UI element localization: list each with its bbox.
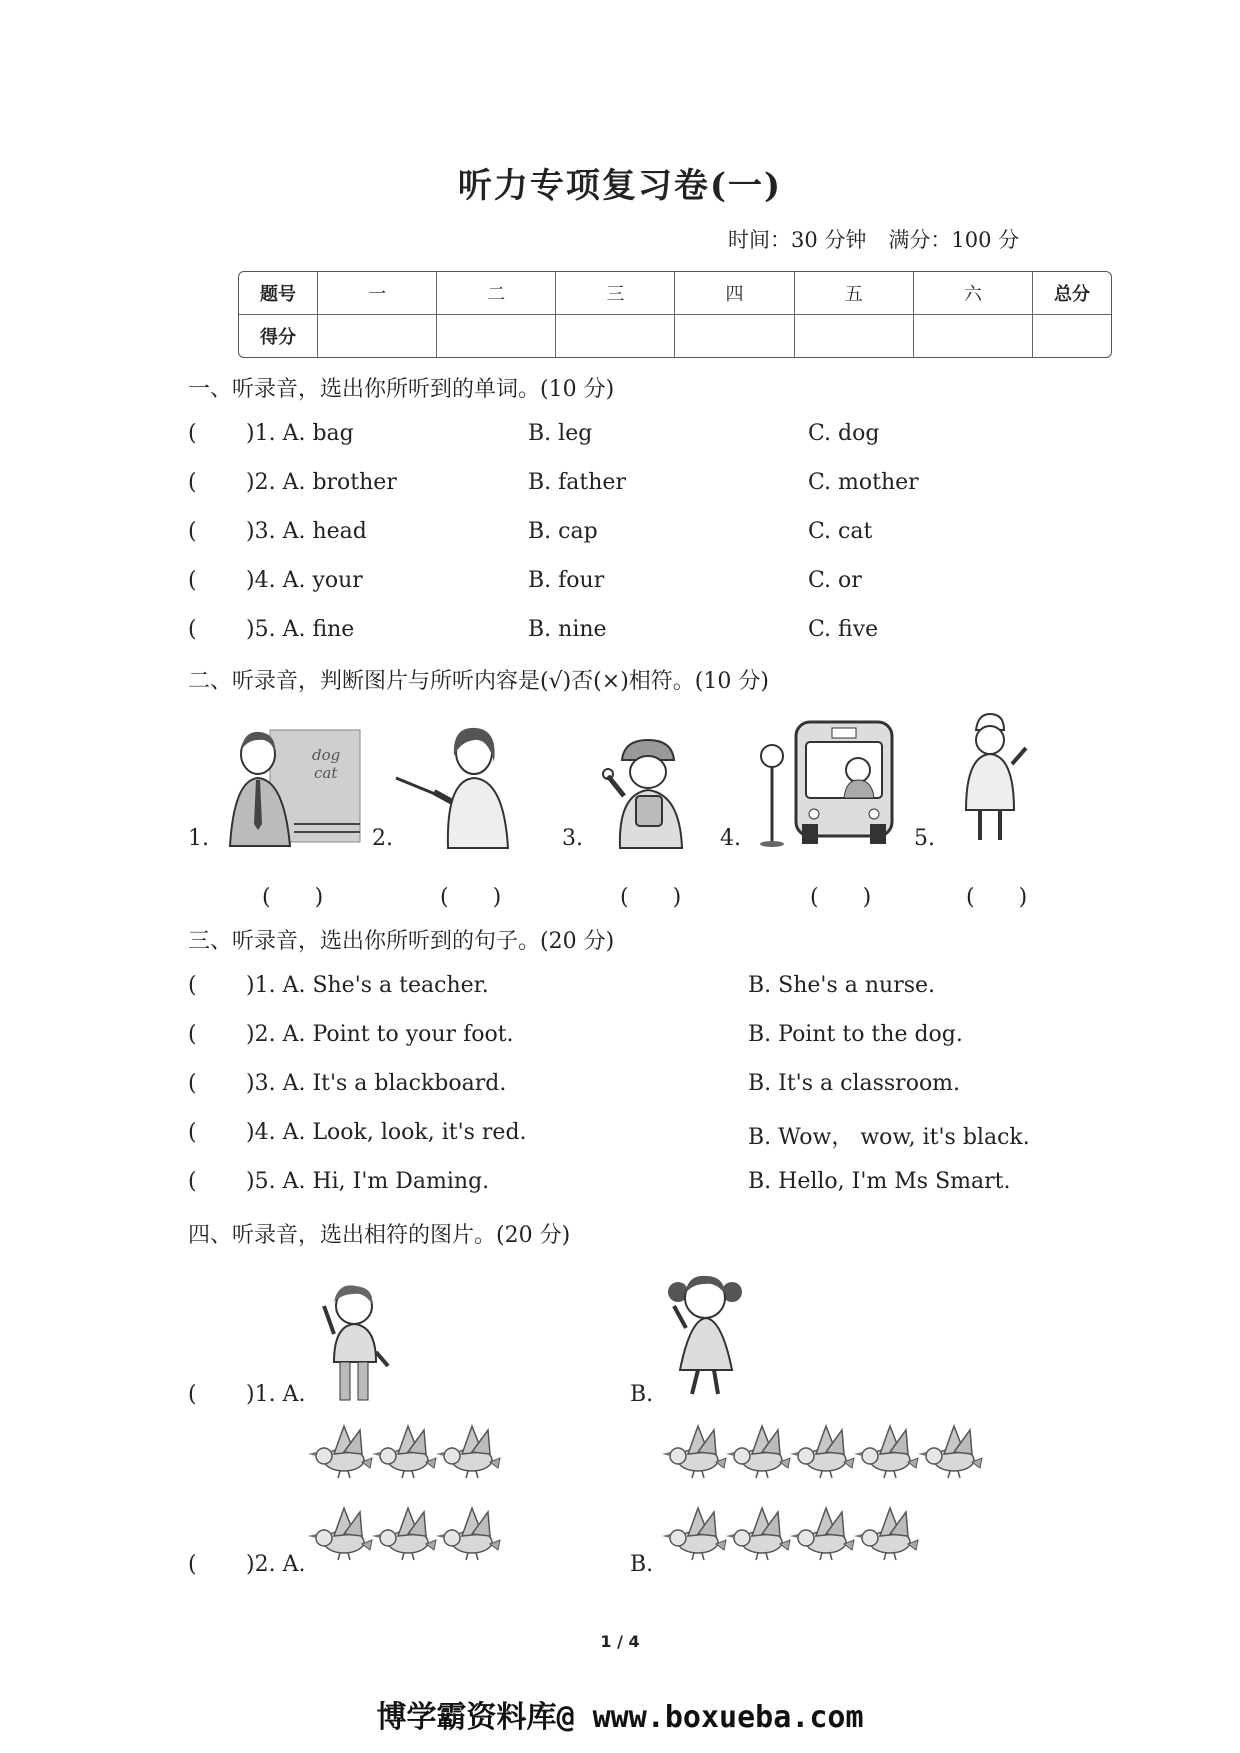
answer-blank[interactable]: ( ) <box>810 885 872 910</box>
score-table <box>238 271 1112 358</box>
section2-heading: 二、听录音，判断图片与所听内容是(√)否(×)相符。(10 分) <box>188 669 769 694</box>
option-c: C. dog <box>808 421 880 446</box>
answer-paren[interactable]: ( <box>188 1552 197 1577</box>
answer-paren[interactable]: ( <box>188 1071 197 1096</box>
page-number: 1 / 4 <box>600 1632 640 1651</box>
option-b-label: B. <box>630 1382 654 1407</box>
section1-heading: 一、听录音，选出你所听到的单词。(10 分) <box>188 377 615 402</box>
watermark: 博学霸资料库@ www.boxueba.com <box>376 1700 864 1735</box>
answer-paren[interactable]: ( <box>188 421 197 446</box>
sentence-b: B. Hello, I'm Ms Smart. <box>748 1169 1011 1194</box>
score-cell: 得分 <box>239 315 318 357</box>
option-b-birds[interactable] <box>668 1422 998 1562</box>
question-row <box>188 973 1108 1007</box>
answer-blank[interactable]: ( ) <box>262 885 324 910</box>
bird-icon <box>918 1426 982 1478</box>
board-word: dog <box>312 746 341 764</box>
option-c: C. five <box>808 617 879 642</box>
answer-paren[interactable]: ( <box>188 568 197 593</box>
sentence-b: B. Point to the dog. <box>748 1022 963 1047</box>
sentence-a: )5. A. Hi, I'm Daming. <box>246 1169 490 1194</box>
exam-meta <box>728 224 1041 254</box>
answer-paren[interactable]: ( <box>188 470 197 495</box>
option-b: B. leg <box>528 421 593 446</box>
picture-label: 3. <box>562 826 583 851</box>
picture-label: 5. <box>914 826 935 851</box>
score-input-cell[interactable] <box>675 315 794 357</box>
question-row <box>188 1169 1108 1203</box>
answer-paren[interactable]: ( <box>188 1382 197 1407</box>
sentence-b: B. It's a classroom. <box>748 1071 961 1096</box>
answer-paren[interactable]: ( <box>188 519 197 544</box>
boy-waving-icon[interactable] <box>318 1282 390 1406</box>
option-a: )4. A. your <box>246 568 363 593</box>
bus-driver-icon <box>756 720 896 848</box>
question-row <box>188 1071 1108 1105</box>
bird-icon <box>854 1426 918 1478</box>
option-b: B. father <box>528 470 626 495</box>
answer-paren[interactable]: ( <box>188 1169 197 1194</box>
section4-heading: 四、听录音，选出相符的图片。(20 分) <box>188 1223 571 1248</box>
board-word: cat <box>314 764 338 782</box>
score-cell: 三 <box>556 272 675 315</box>
score-input-cell[interactable] <box>556 315 675 357</box>
option-c: C. cat <box>808 519 873 544</box>
picture-label: 1. <box>188 826 209 851</box>
answer-blank[interactable]: ( ) <box>440 885 502 910</box>
sentence-a: )3. A. It's a blackboard. <box>246 1071 507 1096</box>
picture-label: 2. <box>372 826 393 851</box>
bird-icon <box>790 1426 854 1478</box>
option-b: B. four <box>528 568 605 593</box>
score-cell: 总分 <box>1033 272 1111 315</box>
score-table-header-row <box>239 272 1111 315</box>
bird-icon <box>662 1426 726 1478</box>
score-cell: 五 <box>795 272 914 315</box>
nurse-icon <box>954 714 1030 848</box>
section3-heading: 三、听录音，选出你所听到的句子。(20 分) <box>188 929 615 954</box>
score-input-cell[interactable] <box>914 315 1033 357</box>
score-cell: 题号 <box>239 272 318 315</box>
page-title: 听力专项复习卷(一) <box>457 166 783 206</box>
question-row <box>188 470 1108 504</box>
score-cell: 六 <box>914 272 1033 315</box>
score-cell: 一 <box>318 272 437 315</box>
sentence-b: B. She's a nurse. <box>748 973 936 998</box>
teacher-at-blackboard-icon <box>230 728 362 848</box>
option-c: C. mother <box>808 470 919 495</box>
score-input-cell[interactable] <box>1033 315 1111 357</box>
option-c: C. or <box>808 568 862 593</box>
sentence-a: )2. A. Point to your foot. <box>246 1022 514 1047</box>
option-b-label: B. <box>630 1552 654 1577</box>
score-cell: 四 <box>675 272 794 315</box>
question-row <box>188 519 1108 553</box>
question-row <box>188 568 1108 602</box>
score-input-cell[interactable] <box>795 315 914 357</box>
question-row <box>188 1120 1108 1154</box>
answer-paren[interactable]: ( <box>188 1022 197 1047</box>
option-a: )3. A. head <box>246 519 367 544</box>
score-table-score-row <box>239 315 1111 357</box>
option-a-birds[interactable] <box>314 1422 514 1562</box>
question-row <box>188 1552 1108 1586</box>
option-b: B. cap <box>528 519 598 544</box>
sentence-a: )1. A. She's a teacher. <box>246 973 489 998</box>
full-score: 满分：100 分 <box>888 228 1020 252</box>
time-limit: 时间：30 分钟 <box>728 228 867 252</box>
score-input-cell[interactable] <box>437 315 556 357</box>
answer-blank[interactable]: ( ) <box>966 885 1028 910</box>
answer-blank[interactable]: ( ) <box>620 885 682 910</box>
girl-waving-icon[interactable] <box>666 1270 744 1402</box>
sentence-b: B. Wow， wow, it's black. <box>748 1125 1030 1150</box>
girl-pointing-icon <box>396 724 520 848</box>
bird-icon <box>372 1426 436 1478</box>
option-a: )2. A. brother <box>246 470 397 495</box>
score-cell: 二 <box>437 272 556 315</box>
worker-with-wrench-icon <box>600 736 696 848</box>
option-a: )5. A. fine <box>246 617 355 642</box>
bird-icon <box>436 1426 500 1478</box>
picture-label: 4. <box>720 826 741 851</box>
option-a-label: )1. A. <box>246 1382 306 1407</box>
question-row <box>188 421 1108 455</box>
option-b: B. nine <box>528 617 607 642</box>
option-a-label: )2. A. <box>246 1552 306 1577</box>
answer-paren[interactable]: ( <box>188 1120 197 1145</box>
option-a: )1. A. bag <box>246 421 354 446</box>
bird-icon <box>726 1426 790 1478</box>
answer-paren[interactable]: ( <box>188 973 197 998</box>
bird-icon <box>308 1426 372 1478</box>
score-input-cell[interactable] <box>318 315 437 357</box>
answer-paren[interactable]: ( <box>188 617 197 642</box>
question-row <box>188 617 1108 651</box>
question-row <box>188 1022 1108 1056</box>
sentence-a: )4. A. Look, look, it's red. <box>246 1120 527 1145</box>
